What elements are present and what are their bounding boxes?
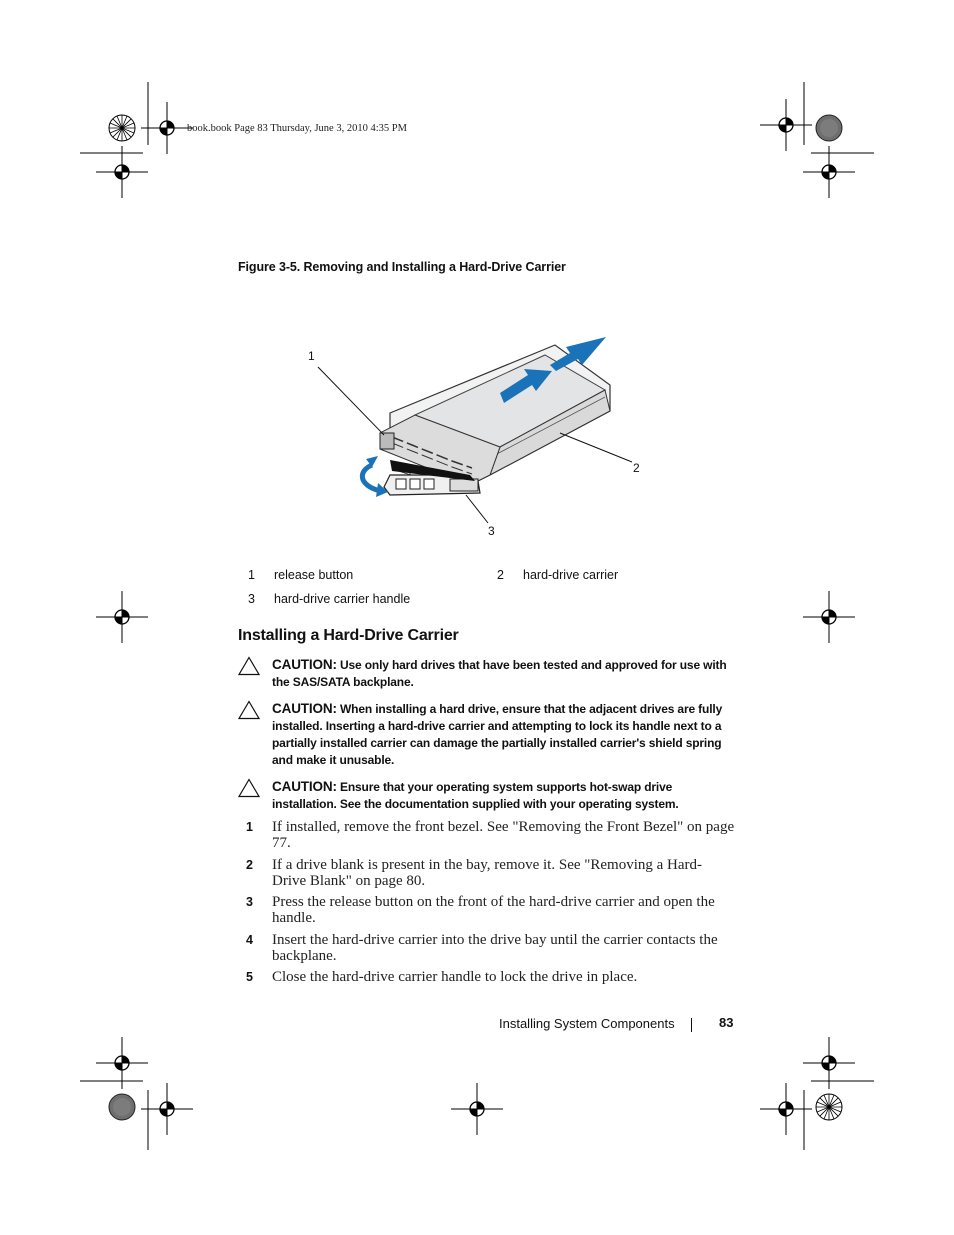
caution-label: CAUTION: [272,657,337,672]
legend-num-2: 2 [497,568,504,582]
step-number: 3 [246,895,253,909]
step-3 [246,895,736,929]
step-text: If a drive blank is present in the bay, remove it. See "Removing a Hard-Drive Blank" on page 80. [272,857,703,889]
caution-text: When installing a hard drive, ensure that the adjacent drives are fully installed. Inserting a hard-drive carrier and attempting to lock its handle next to a partially installed carrier can damage the partially installed carrier's shield spring and make it unusable. [272,702,723,767]
print-info-header: book.book Page 83 Thursday, June 3, 2010 4:35 PM [187,123,407,134]
figure-title: Figure 3-5. Removing and Installing a Hard-Drive Carrier [238,260,566,274]
step-text: Close the hard-drive carrier handle to lock the drive in place. [272,969,638,985]
caution-3 [238,778,738,818]
step-number: 1 [246,820,253,834]
caution-2 [238,700,738,772]
step-4 [246,933,736,967]
legend-num-3: 3 [248,592,255,606]
step-5 [246,970,736,990]
hard-drive-carrier-illustration [300,325,700,555]
section-title: Installing a Hard-Drive Carrier [238,627,459,644]
caution-text: Ensure that your operating system supports hot-swap drive installation. See the documentation supplied with your operating system. [272,780,679,811]
step-2 [246,858,736,892]
caution-text: Use only hard drives that have been tested and approved for use with the SAS/SATA backplane. [272,658,727,689]
caution-icon [238,656,260,676]
step-1 [246,820,736,854]
step-text: Insert the hard-drive carrier into the drive bay until the carrier contacts the backplane. [272,932,718,964]
caution-1 [238,656,738,696]
caution-label: CAUTION: [272,779,337,794]
step-number: 5 [246,970,253,984]
footer-separator [691,1018,692,1032]
caution-icon [238,778,260,798]
footer-chapter: Installing System Components [499,1016,675,1031]
callout-1: 1 [308,349,315,363]
legend-text-1: release button [274,568,354,582]
step-text: If installed, remove the front bezel. See "Removing the Front Bezel" on page 77. [272,819,735,851]
step-text: Press the release button on the front of the hard-drive carrier and open the handle. [272,894,715,926]
caution-icon [238,700,260,720]
step-number: 2 [246,858,253,872]
page-number: 83 [719,1015,734,1030]
caution-label: CAUTION: [272,701,337,716]
callout-2: 2 [633,461,640,475]
legend-text-2: hard-drive carrier [523,568,619,582]
legend-num-1: 1 [248,568,255,582]
callout-3: 3 [488,524,495,538]
legend-text-3: hard-drive carrier handle [274,592,411,606]
step-number: 4 [246,933,253,947]
